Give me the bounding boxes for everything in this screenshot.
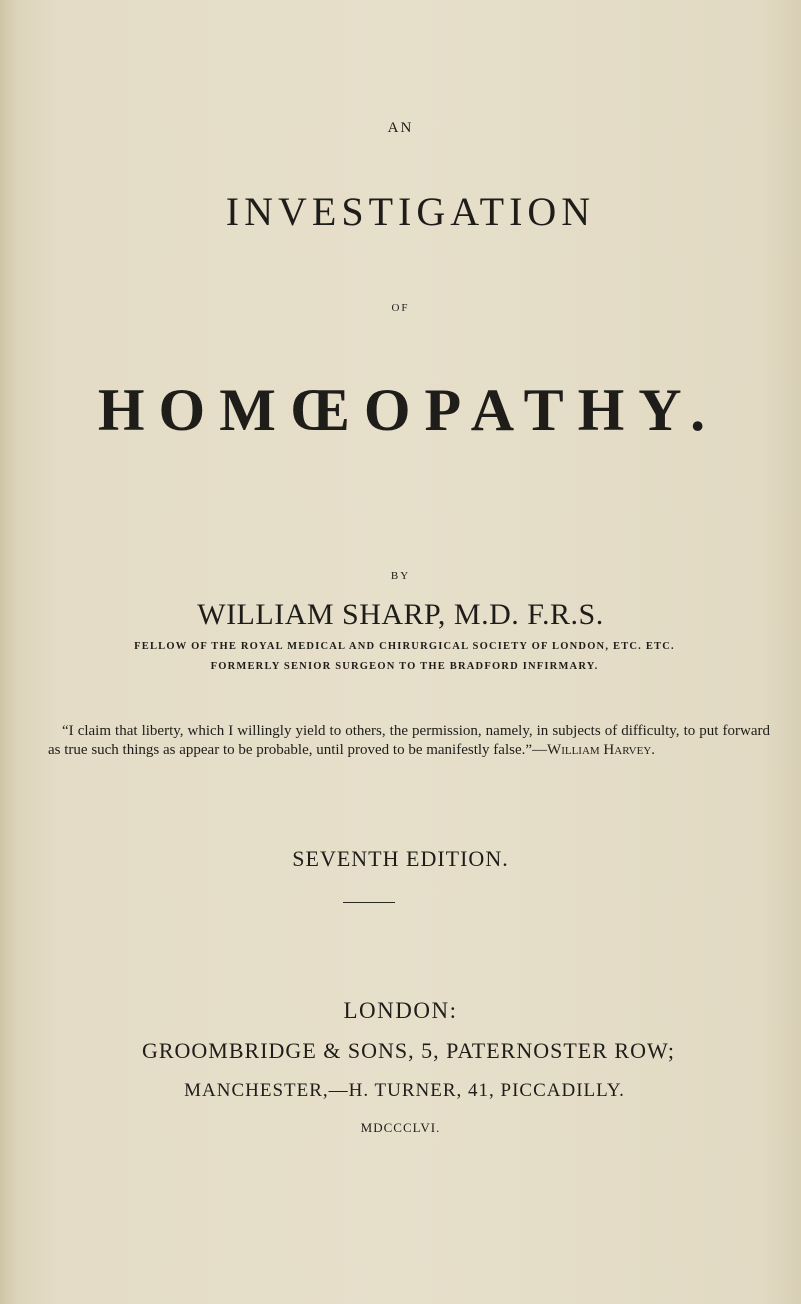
epigraph (48, 722, 770, 760)
author-credentials-2: FORMERLY SENIOR SURGEON TO THE BRADFORD INFIRMARY. (210, 661, 599, 672)
publisher-london: GROOMBRIDGE & SONS, 5, PATERNOSTER ROW; (141, 1038, 676, 1063)
title-of: OF (391, 302, 410, 314)
edition: SEVENTH EDITION. (292, 846, 509, 871)
title-investigation: INVESTIGATION (225, 189, 596, 234)
title-subject: HOMŒOPATHY. (97, 377, 720, 443)
epigraph-attribution: William Harvey. (547, 742, 656, 758)
divider-rule (343, 902, 395, 903)
imprint-city: LONDON: (343, 998, 458, 1023)
byline-by: BY (390, 570, 411, 582)
epigraph-text: “I claim that liberty, which I willingly yield to others, the permission, namely, in subjects of difficulty, to put forward as true such things as appear to be probable, until proved to be manifestly false.”— (48, 723, 770, 758)
publication-date: MDCCCLVI. (360, 1120, 441, 1135)
author-credentials-1: FELLOW OF THE ROYAL MEDICAL AND CHIRURGICAL SOCIETY OF LONDON, ETC. ETC. (134, 641, 675, 652)
title-article: AN (387, 120, 414, 136)
publisher-manchester: MANCHESTER,—H. TURNER, 41, PICCADILLY. (184, 1080, 625, 1101)
author-name: WILLIAM SHARP, M.D. F.R.S. (197, 598, 604, 631)
